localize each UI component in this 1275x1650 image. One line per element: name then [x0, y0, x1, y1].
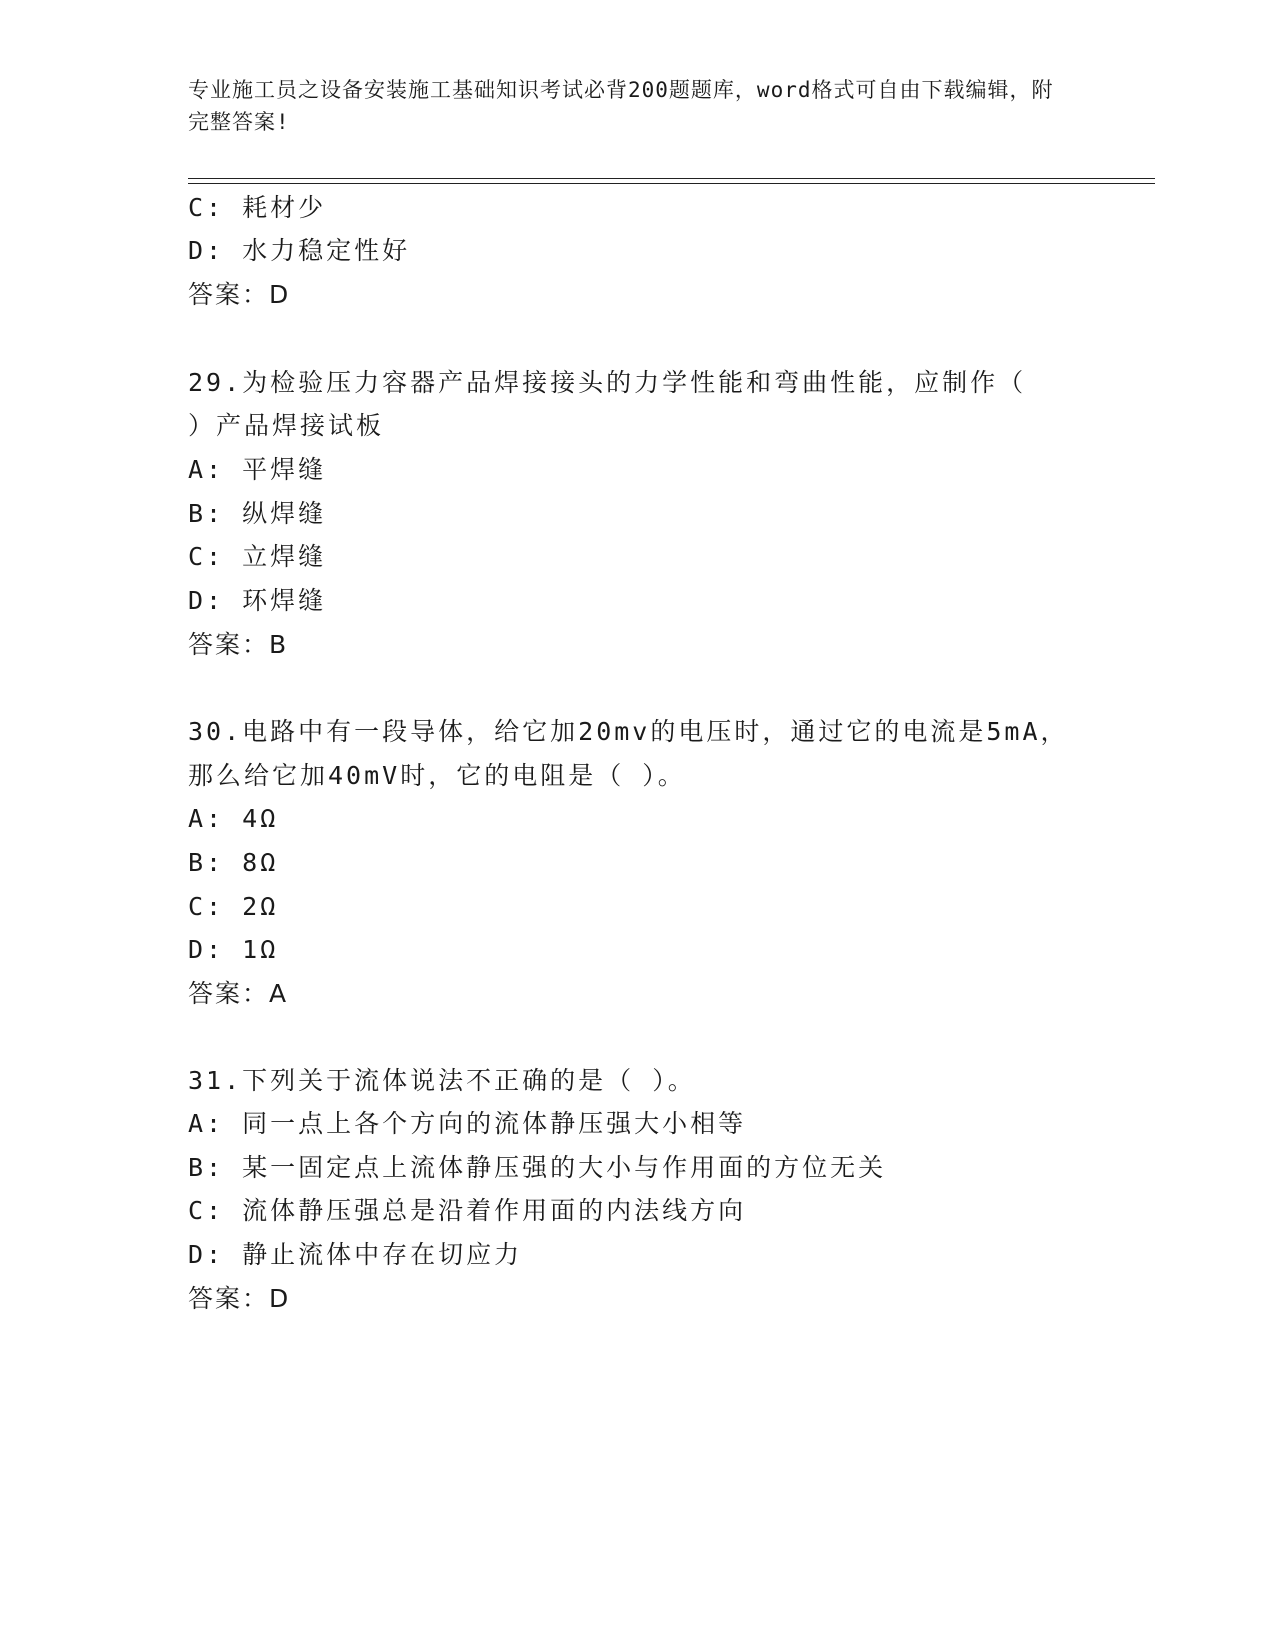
q28-option-c: C: 耗材少 [188, 193, 327, 222]
header-divider-top [188, 178, 1155, 179]
q30-option-b: B: 8Ω [188, 848, 279, 877]
q31-answer: 答案：D [188, 1284, 291, 1313]
header-divider-bottom [188, 183, 1155, 184]
q31-option-d: D: 静止流体中存在切应力 [188, 1240, 523, 1269]
header-title: 专业施工员之设备安装施工基础知识考试必背200题题库，word格式可自由下载编辑，附完整答案! [188, 78, 1054, 134]
q30-option-a: A: 4Ω [188, 804, 279, 833]
document-header [188, 74, 1068, 138]
q29-option-b: B: 纵焊缝 [188, 499, 327, 528]
q29-stem-line-1: 29.为检验压力容器产品焊接接头的力学性能和弯曲性能，应制作（ [188, 368, 1027, 397]
q31-option-b: B: 某一固定点上流体静压强的大小与作用面的方位无关 [188, 1153, 887, 1182]
q30-stem-line-2: 那么给它加40mV时，它的电阻是（ ）。 [188, 761, 686, 790]
q29-answer: 答案：B [188, 630, 289, 659]
q29-stem-line-2: ）产品焊接试板 [188, 411, 385, 440]
q30-stem-line-1: 30.电路中有一段导体，给它加20mv的电压时，通过它的电流是5mA， [188, 717, 1069, 746]
q31-option-c: C: 流体静压强总是沿着作用面的内法线方向 [188, 1196, 747, 1225]
q29-option-d: D: 环焊缝 [188, 586, 327, 615]
q28-answer: 答案：D [188, 280, 291, 309]
q30-option-d: D: 1Ω [188, 935, 279, 964]
q31-option-a: A: 同一点上各个方向的流体静压强大小相等 [188, 1109, 747, 1138]
q30-option-c: C: 2Ω [188, 892, 279, 921]
q28-option-d: D: 水力稳定性好 [188, 236, 411, 265]
q30-answer: 答案：A [188, 979, 289, 1008]
q29-option-a: A: 平焊缝 [188, 455, 327, 484]
q31-stem: 31.下列关于流体说法不正确的是（ ）。 [188, 1066, 696, 1095]
q29-option-c: C: 立焊缝 [188, 542, 327, 571]
